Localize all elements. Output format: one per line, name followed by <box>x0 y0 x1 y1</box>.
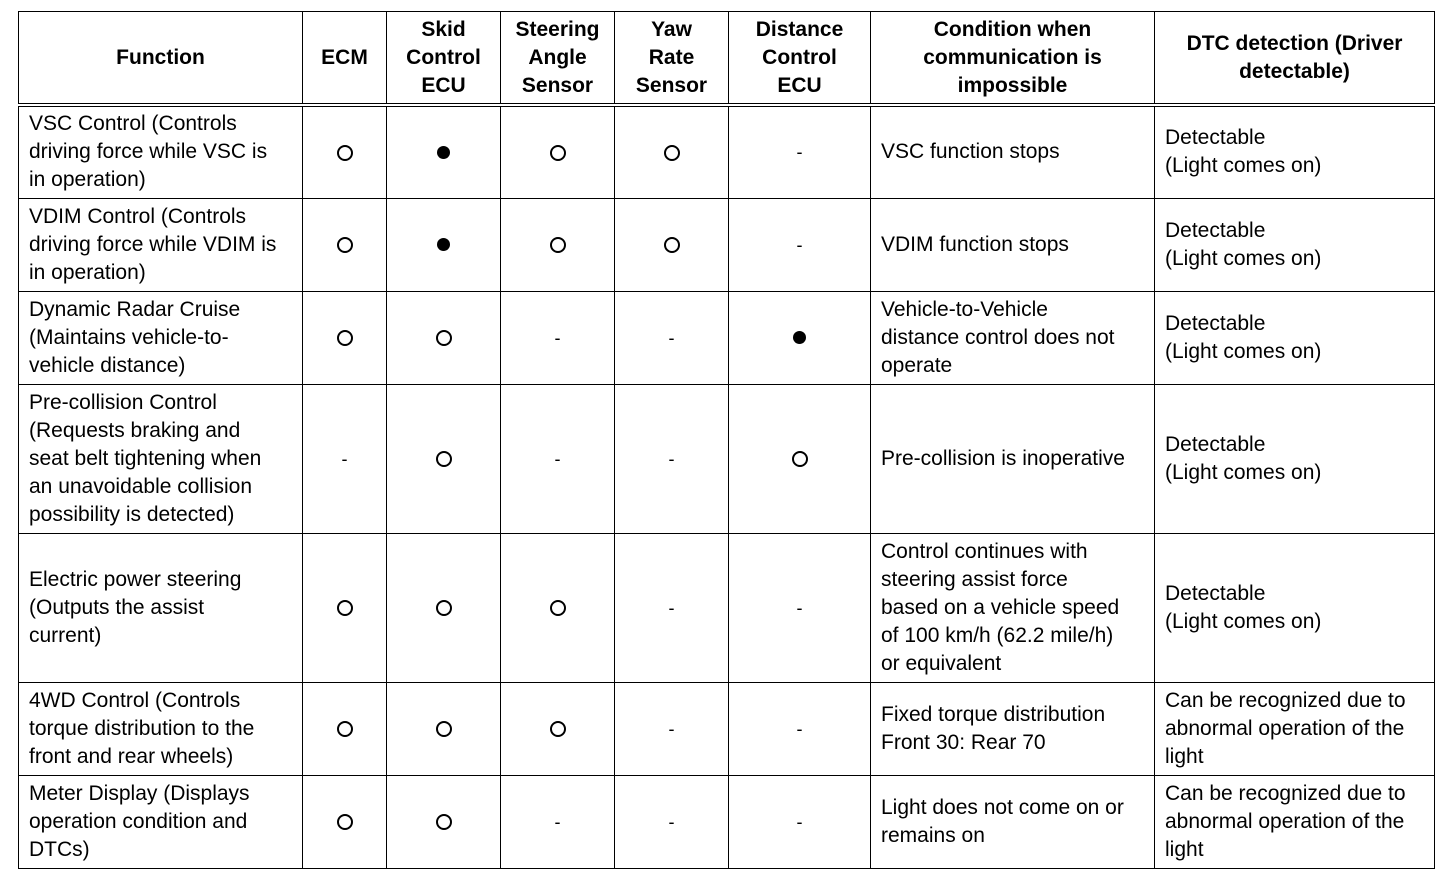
dtc-text: Can be recognized due to abnormal operation of the light <box>1165 688 1406 768</box>
filled-circle-icon <box>437 238 450 251</box>
dash-mark: - <box>796 718 803 739</box>
table-row <box>19 533 1435 682</box>
filled-circle-icon <box>437 146 450 159</box>
distance-control-cell <box>729 291 871 384</box>
open-circle-icon <box>337 145 353 161</box>
skid-control-cell <box>387 682 501 775</box>
open-circle-icon <box>337 330 353 346</box>
dtc-text: Detectable (Light comes on) <box>1165 581 1322 633</box>
dash-mark: - <box>554 811 561 832</box>
dtc-text: Detectable (Light comes on) <box>1165 432 1322 484</box>
yaw-rate-cell <box>615 198 729 291</box>
table-row <box>19 105 1435 198</box>
steering-angle-cell <box>501 533 615 682</box>
filled-circle-icon <box>793 331 806 344</box>
condition-text: Control continues with steering assist force based on a vehicle speed of 100 km/h (62.2 mile/h) or equivalent <box>881 539 1120 675</box>
condition-cell <box>871 291 1155 384</box>
steering-angle-cell <box>501 775 615 868</box>
steering-angle-cell <box>501 682 615 775</box>
dash-mark: - <box>668 811 675 832</box>
dtc-text: Can be recognized due to abnormal operation of the light <box>1165 781 1406 861</box>
skid-control-cell <box>387 105 501 198</box>
header-skid-control-ecu: Skid Control ECU <box>387 12 501 106</box>
condition-text: Pre-collision is inoperative <box>881 446 1125 470</box>
function-cell <box>19 775 303 868</box>
table-row <box>19 384 1435 533</box>
condition-cell <box>871 384 1155 533</box>
function-cell <box>19 291 303 384</box>
open-circle-icon <box>664 145 680 161</box>
ecm-cell <box>303 775 387 868</box>
distance-control-cell <box>729 682 871 775</box>
ecm-cell <box>303 105 387 198</box>
steering-angle-cell <box>501 384 615 533</box>
table-row <box>19 775 1435 868</box>
open-circle-icon <box>337 814 353 830</box>
condition-text: VDIM function stops <box>881 232 1069 256</box>
dtc-text: Detectable (Light comes on) <box>1165 218 1322 270</box>
header-distance-control-ecu: Distance Control ECU <box>729 12 871 106</box>
open-circle-icon <box>337 600 353 616</box>
function-text: Meter Display (Displays operation condition and DTCs) <box>29 781 250 861</box>
header-function: Function <box>19 12 303 106</box>
dtc-cell <box>1155 105 1435 198</box>
dtc-cell <box>1155 533 1435 682</box>
skid-control-cell <box>387 533 501 682</box>
skid-control-cell <box>387 775 501 868</box>
distance-control-cell <box>729 105 871 198</box>
steering-angle-cell <box>501 105 615 198</box>
open-circle-icon <box>436 814 452 830</box>
condition-cell <box>871 682 1155 775</box>
condition-cell <box>871 105 1155 198</box>
dtc-cell <box>1155 682 1435 775</box>
ecm-cell <box>303 682 387 775</box>
condition-text: Light does not come on or remains on <box>881 795 1124 847</box>
condition-cell <box>871 775 1155 868</box>
header-dtc-detection: DTC detection (Driver detectable) <box>1155 12 1435 106</box>
yaw-rate-cell <box>615 682 729 775</box>
dash-mark: - <box>796 142 803 163</box>
header-ecm: ECM <box>303 12 387 106</box>
condition-cell <box>871 533 1155 682</box>
function-cell <box>19 682 303 775</box>
dtc-cell <box>1155 384 1435 533</box>
dash-mark: - <box>668 597 675 618</box>
dtc-text: Detectable (Light comes on) <box>1165 311 1322 363</box>
dash-mark: - <box>668 718 675 739</box>
dtc-cell <box>1155 291 1435 384</box>
function-cell <box>19 384 303 533</box>
function-text: 4WD Control (Controls torque distribution to the front and rear wheels) <box>29 688 255 768</box>
yaw-rate-cell <box>615 105 729 198</box>
table-row <box>19 682 1435 775</box>
table-body <box>19 105 1435 868</box>
condition-cell <box>871 198 1155 291</box>
header-yaw-rate-sensor: Yaw Rate Sensor <box>615 12 729 106</box>
yaw-rate-cell <box>615 384 729 533</box>
dtc-cell <box>1155 198 1435 291</box>
function-table <box>18 11 1435 869</box>
open-circle-icon <box>550 721 566 737</box>
dash-mark: - <box>668 448 675 469</box>
dash-mark: - <box>668 327 675 348</box>
open-circle-icon <box>436 721 452 737</box>
condition-text: VSC function stops <box>881 140 1060 164</box>
yaw-rate-cell <box>615 291 729 384</box>
yaw-rate-cell <box>615 775 729 868</box>
ecm-cell <box>303 384 387 533</box>
open-circle-icon <box>436 600 452 616</box>
dash-mark: - <box>796 811 803 832</box>
header-steering-angle-sensor: Steering Angle Sensor <box>501 12 615 106</box>
dash-mark: - <box>796 597 803 618</box>
open-circle-icon <box>436 330 452 346</box>
function-text: Dynamic Radar Cruise (Maintains vehicle-to- vehicle distance) <box>29 297 241 377</box>
header-condition: Condition when communication is impossible <box>871 12 1155 106</box>
function-cell <box>19 533 303 682</box>
distance-control-cell <box>729 775 871 868</box>
distance-control-cell <box>729 384 871 533</box>
open-circle-icon <box>436 451 452 467</box>
steering-angle-cell <box>501 291 615 384</box>
distance-control-cell <box>729 198 871 291</box>
table-row <box>19 198 1435 291</box>
ecm-cell <box>303 291 387 384</box>
skid-control-cell <box>387 198 501 291</box>
function-text: VDIM Control (Controls driving force while VDIM is in operation) <box>29 204 277 284</box>
condition-text: Fixed torque distribution Front 30: Rear 70 <box>881 702 1106 754</box>
open-circle-icon <box>337 721 353 737</box>
function-text: Electric power steering (Outputs the assist current) <box>29 567 242 647</box>
condition-text: Vehicle-to-Vehicle distance control does not operate <box>881 297 1115 377</box>
table-row <box>19 291 1435 384</box>
skid-control-cell <box>387 291 501 384</box>
dash-mark: - <box>554 327 561 348</box>
ecm-cell <box>303 533 387 682</box>
header-row <box>19 12 1435 106</box>
dtc-text: Detectable (Light comes on) <box>1165 126 1322 178</box>
function-table-wrapper <box>18 11 1435 869</box>
open-circle-icon <box>337 237 353 253</box>
open-circle-icon <box>550 600 566 616</box>
steering-angle-cell <box>501 198 615 291</box>
skid-control-cell <box>387 384 501 533</box>
dash-mark: - <box>796 234 803 255</box>
ecm-cell <box>303 198 387 291</box>
dash-mark: - <box>554 448 561 469</box>
dash-mark: - <box>341 448 348 469</box>
open-circle-icon <box>550 145 566 161</box>
function-text: Pre-collision Control (Requests braking and seat belt tightening when an unavoidable collision possibility is detected) <box>29 390 262 526</box>
open-circle-icon <box>792 451 808 467</box>
dtc-cell <box>1155 775 1435 868</box>
function-text: VSC Control (Controls driving force while VSC is in operation) <box>29 112 268 192</box>
distance-control-cell <box>729 533 871 682</box>
open-circle-icon <box>550 237 566 253</box>
function-cell <box>19 105 303 198</box>
yaw-rate-cell <box>615 533 729 682</box>
open-circle-icon <box>664 237 680 253</box>
function-cell <box>19 198 303 291</box>
